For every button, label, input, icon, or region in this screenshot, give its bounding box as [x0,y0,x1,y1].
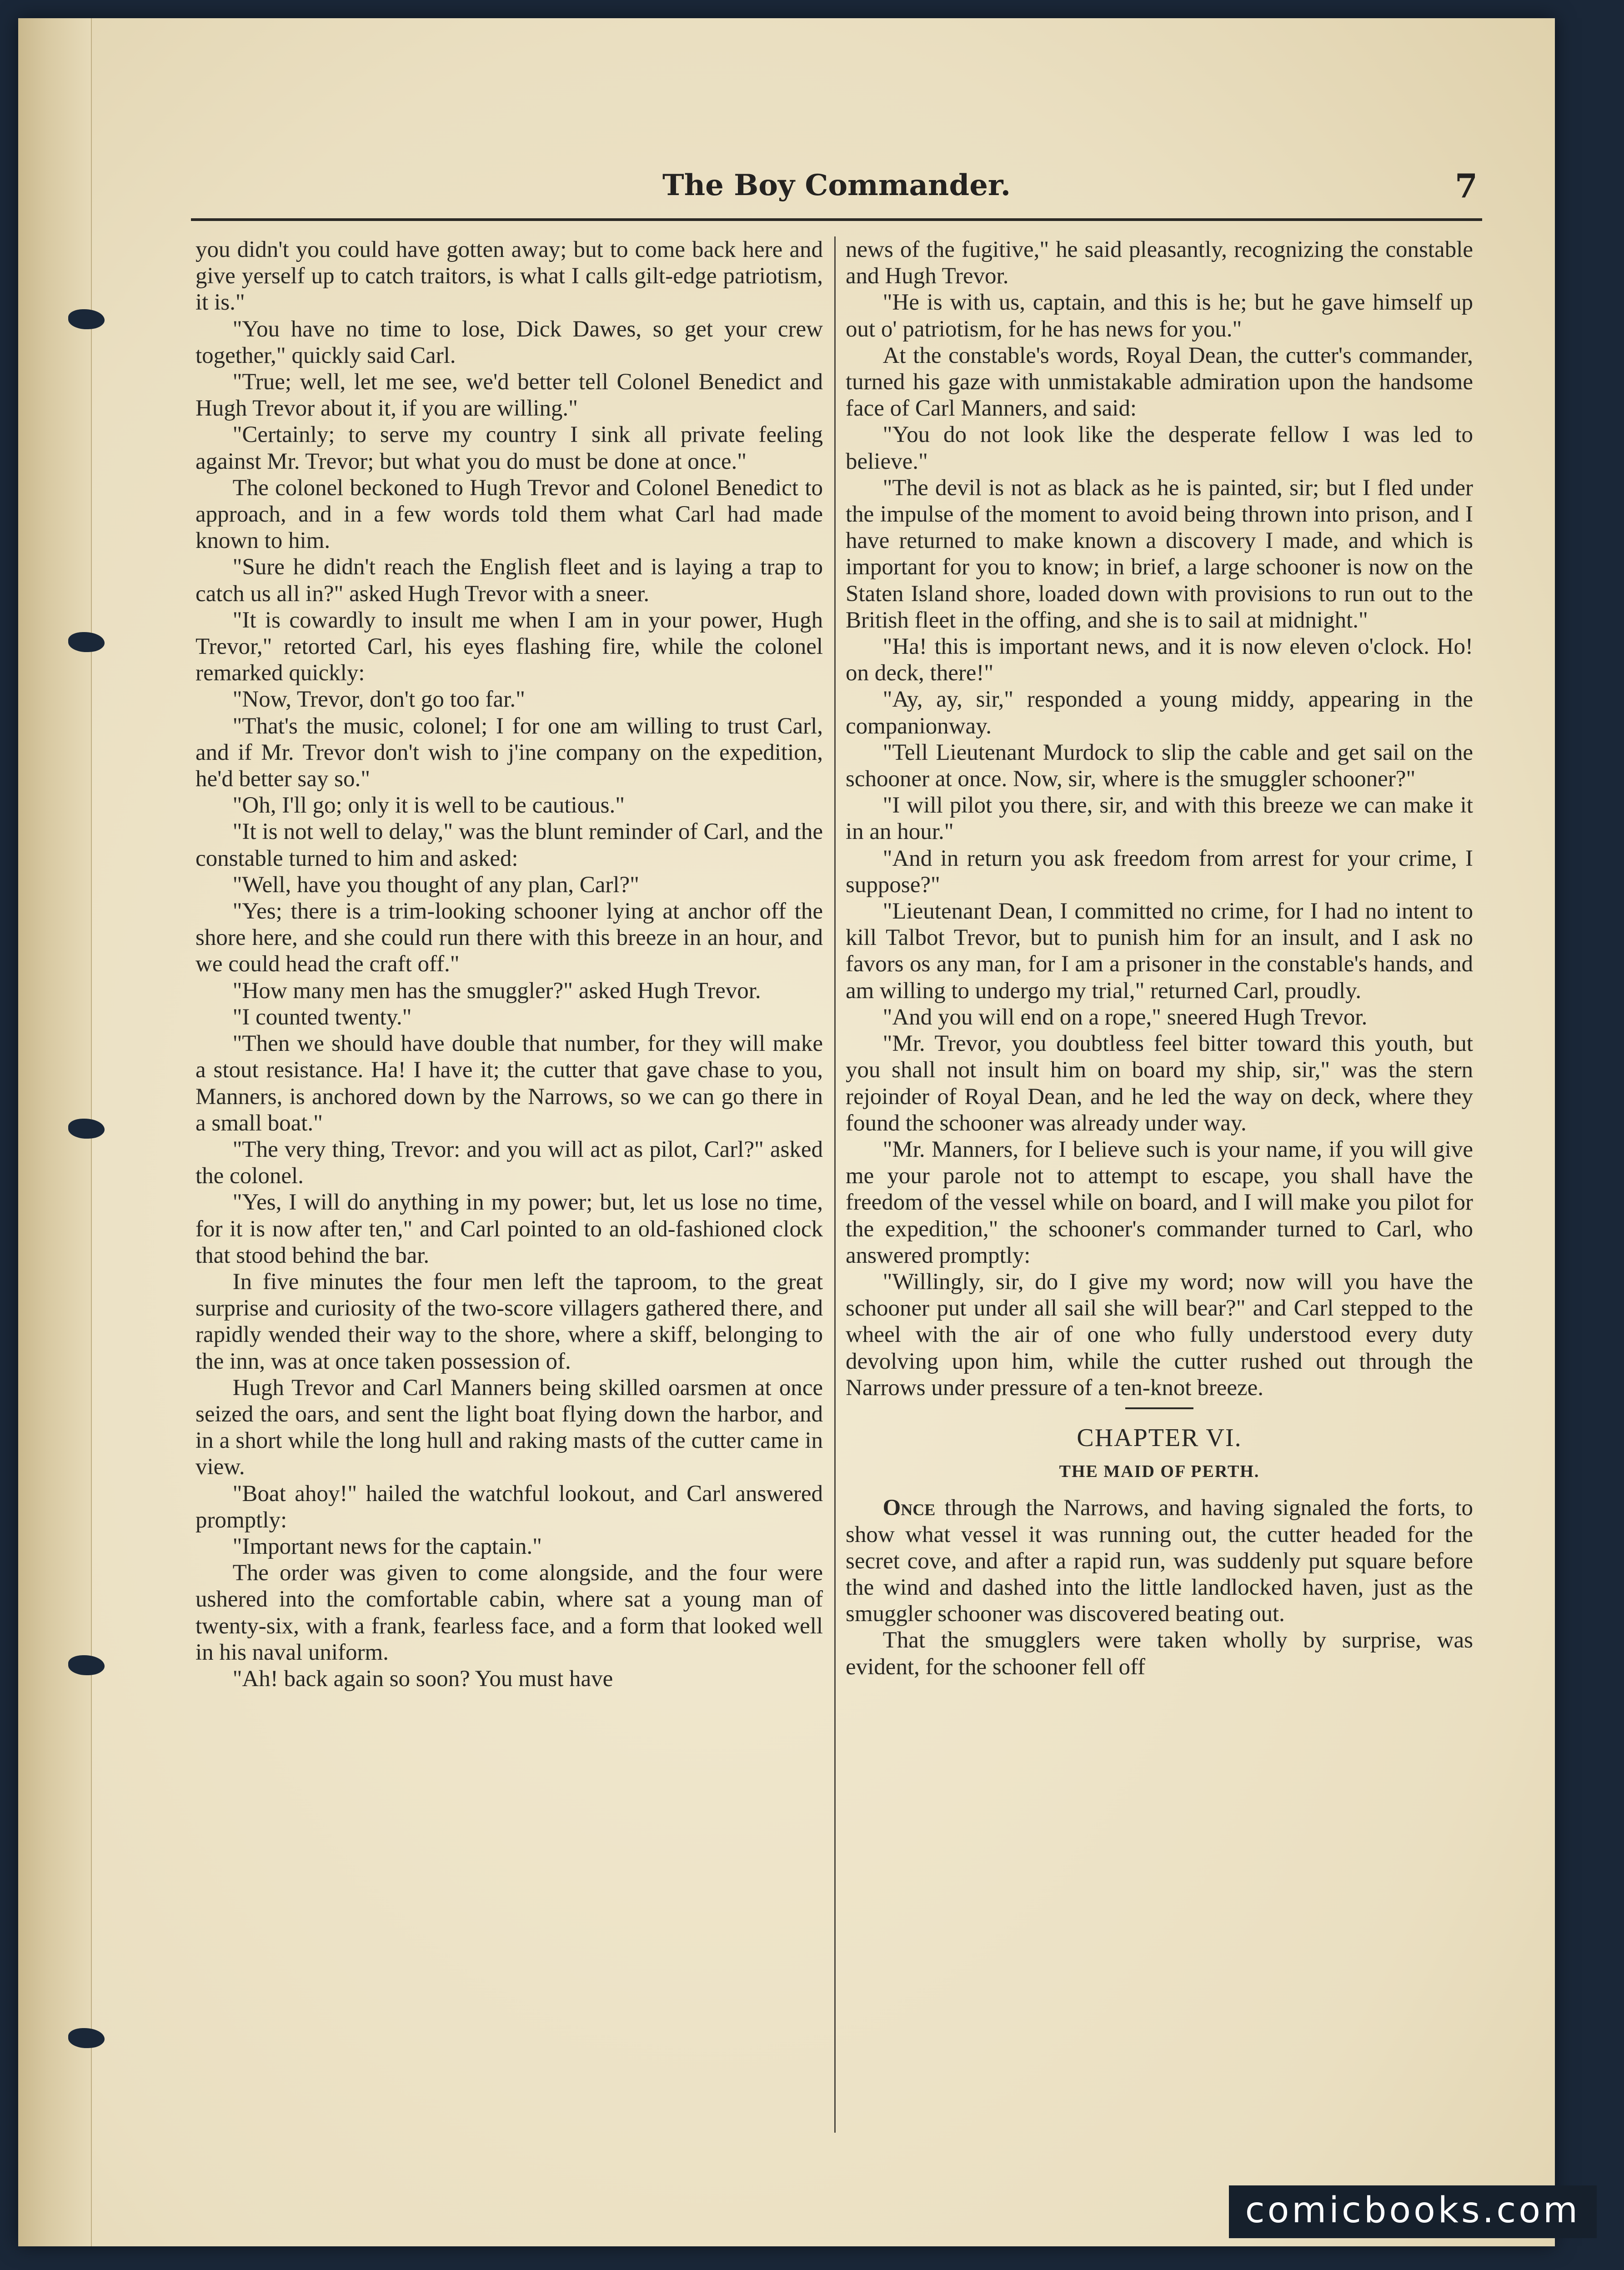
left-column [195,236,823,2137]
paragraph: "That's the music, colonel; I for one am willing to trust Carl, and if Mr. Trevor don't wish to j'ine company on the expedition, he'd better say so." [195,713,823,792]
chapter-first-paragraph [846,1495,1473,1627]
paragraph: "Yes; there is a trim-looking schooner lying at anchor off the shore here, and she could run there with this breeze in an hour, and we could head the craft off." [195,899,823,977]
paragraph: "You do not look like the desperate fellow I was led to believe." [846,422,1473,474]
paragraph: "Ah! back again so soon? You must have [232,1666,613,1692]
paragraph: "He is with us, captain, and this is he; but he gave himself up out o' patriotism, for he has news for you." [846,290,1473,342]
running-title: The Boy Commander. [662,168,1011,202]
paragraph: "True; well, let me see, we'd better tell Colonel Benedict and Hugh Trevor about it, if you are willing." [195,369,823,422]
paragraph: "Sure he didn't reach the English fleet and is laying a trap to catch us all in?" asked Hugh Trevor with a sneer. [195,554,823,607]
binding-hole [68,2028,105,2048]
paragraph: The order was given to come alongside, and the four were ushered into the comfortable cabin, where sat a young man of twenty-six, with a frank, fearless face, and a form that looked well in his naval uniform. [195,1560,823,1665]
paragraph: "The very thing, Trevor: and you will act as pilot, Carl?" asked the colonel. [195,1136,823,1189]
paragraph: "I counted twenty." [232,1004,412,1030]
page-binding-edge [18,18,92,2246]
paragraph: "Ha! this is important news, and it is now eleven o'clock. Ho! on deck, there!" [846,634,1473,686]
binding-hole [68,309,105,329]
paragraph: you didn't you could have gotten away; but to come back here and give yerself up to catch traitors, is what I calls gilt-edge patriotism, it is." [195,237,823,316]
paragraph: "How many men has the smuggler?" asked Hugh Trevor. [232,978,761,1004]
paragraph: "Now, Trevor, don't go too far." [232,687,525,713]
right-column [846,236,1473,2137]
paragraph: "Willingly, sir, do I give my word; now will you have the schooner put under all sail she will bear?" and Carl stepped to the wheel with the air of one who fully understood every duty devolving upon him, while the cutter rushed out through the Narrows under pressure of a ten-knot breeze. [846,1269,1473,1401]
page-number: 7 [1454,166,1478,205]
paragraph: "Lieutenant Dean, I committed no crime, for I had no intent to kill Talbot Trevor, but to punish him for an insult, and I ask no favors os any man, for I am a prisoner in the constable's hands, and am willing to undergo my trial," returned Carl, proudly. [846,899,1473,1004]
paragraph: "Tell Lieutenant Murdock to slip the cable and get sail on the schooner at once. Now, sir, where is the smuggler schooner?" [846,739,1473,792]
chapter-first-paragraph-text: through the Narrows, and having signaled the forts, to show what vessel it was running out, the cutter headed for the secret cove, and after a rapid run, was suddenly put square before the wind and dashed into the little landlocked haven, just as the smuggler schooner was discovered beating out. [846,1495,1473,1627]
paragraph: "I will pilot you there, sir, and with this breeze we can make it in an hour." [846,793,1473,845]
paragraph: "Mr. Trevor, you doubtless feel bitter toward this youth, but you shall not insult him on board my ship, sir," was the stern rejoinder of Royal Dean, and he led the way on deck, where they found the schooner was already under way. [846,1031,1473,1136]
paragraph: "Important news for the captain." [232,1533,542,1559]
paragraph: At the constable's words, Royal Dean, the cutter's commander, turned his gaze with unmistakable admiration upon the handsome face of Carl Manners, and said: [846,342,1473,422]
paragraph: "Oh, I'll go; only it is well to be cautious." [232,793,625,819]
paragraph: "Certainly; to serve my country I sink all private feeling against Mr. Trevor; but what you do must be done at once." [195,422,823,474]
section-rule [1125,1407,1193,1409]
column-divider [834,236,836,2133]
paragraph: "The devil is not as black as he is painted, sir; but I fled under the impulse of the moment to avoid being thrown into prison, and I have returned to make known a discovery I made, and which is important for you to know; in brief, a large schooner is now on the Staten Island shore, loaded down with provisions to run out to the British fleet in the offing, and she is to sail at midnight." [846,475,1473,633]
paragraph: "Ay, ay, sir," responded a young middy, appearing in the companionway. [846,687,1473,739]
paragraph: Hugh Trevor and Carl Manners being skilled oarsmen at once seized the oars, and sent the light boat flying down the harbor, and in a short while the long hull and raking masts of the cutter came in view. [195,1375,823,1480]
page-header [191,164,1482,221]
paragraph: "Then we should have double that number, for they will make a stout resistance. Ha! I have it; the cutter that gave chase to you, Manners, is anchored down by the Narrows, so we can go there in a small boat." [195,1031,823,1136]
paragraph: The colonel beckoned to Hugh Trevor and Colonel Benedict to approach, and in a few words told them what Carl had made known to him. [195,475,823,554]
paragraph: "You have no time to lose, Dick Dawes, so get your crew together," quickly said Carl. [195,316,823,368]
binding-hole [68,1655,105,1675]
chapter-lead-word: Once [882,1495,936,1521]
binding-hole [68,1119,105,1139]
paragraph: "Yes, I will do anything in my power; but, let us lose no time, for it is now after ten," and Carl pointed to an old-fashioned clock that stood behind the bar. [195,1190,823,1268]
paragraph: "Mr. Manners, for I believe such is your name, if you will give me your parole not to attempt to escape, you shall have the freedom of the vessel while on board, and I will make you pilot for the expedition," the schooner's commander turned to Carl, who answered promptly: [846,1136,1473,1268]
chapter-subtitle: THE MAID OF PERTH. [1059,1462,1260,1482]
site-watermark: comicbooks.com [1229,2185,1597,2238]
paragraph: "It is not well to delay," was the blunt reminder of Carl, and the constable turned to him and asked: [195,819,823,871]
paragraph: "Well, have you thought of any plan, Carl?" [232,872,639,898]
paragraph: That the smugglers were taken wholly by surprise, was evident, for the schooner fell off [846,1627,1473,1680]
book-page [18,18,1555,2246]
paragraph: "It is cowardly to insult me when I am in your power, Hugh Trevor," retorted Carl, his eyes flashing fire, while the colonel remarked quickly: [195,607,823,686]
paragraph: "And you will end on a rope," sneered Hugh Trevor. [882,1004,1368,1030]
chapter-title: CHAPTER VI. [1077,1423,1242,1452]
paragraph: news of the fugitive," he said pleasantly, recognizing the constable and Hugh Trevor. [846,237,1473,289]
paragraph: "Boat ahoy!" hailed the watchful lookout, and Carl answered promptly: [195,1481,823,1533]
binding-hole [68,632,105,652]
paragraph: In five minutes the four men left the taproom, to the great surprise and curiosity of the two-score villagers gathered there, and rapidly wended their way to the shore, where a skiff, belonging to the inn, was at once taken possession of. [195,1269,823,1374]
paragraph: "And in return you ask freedom from arrest for your crime, I suppose?" [846,845,1473,898]
